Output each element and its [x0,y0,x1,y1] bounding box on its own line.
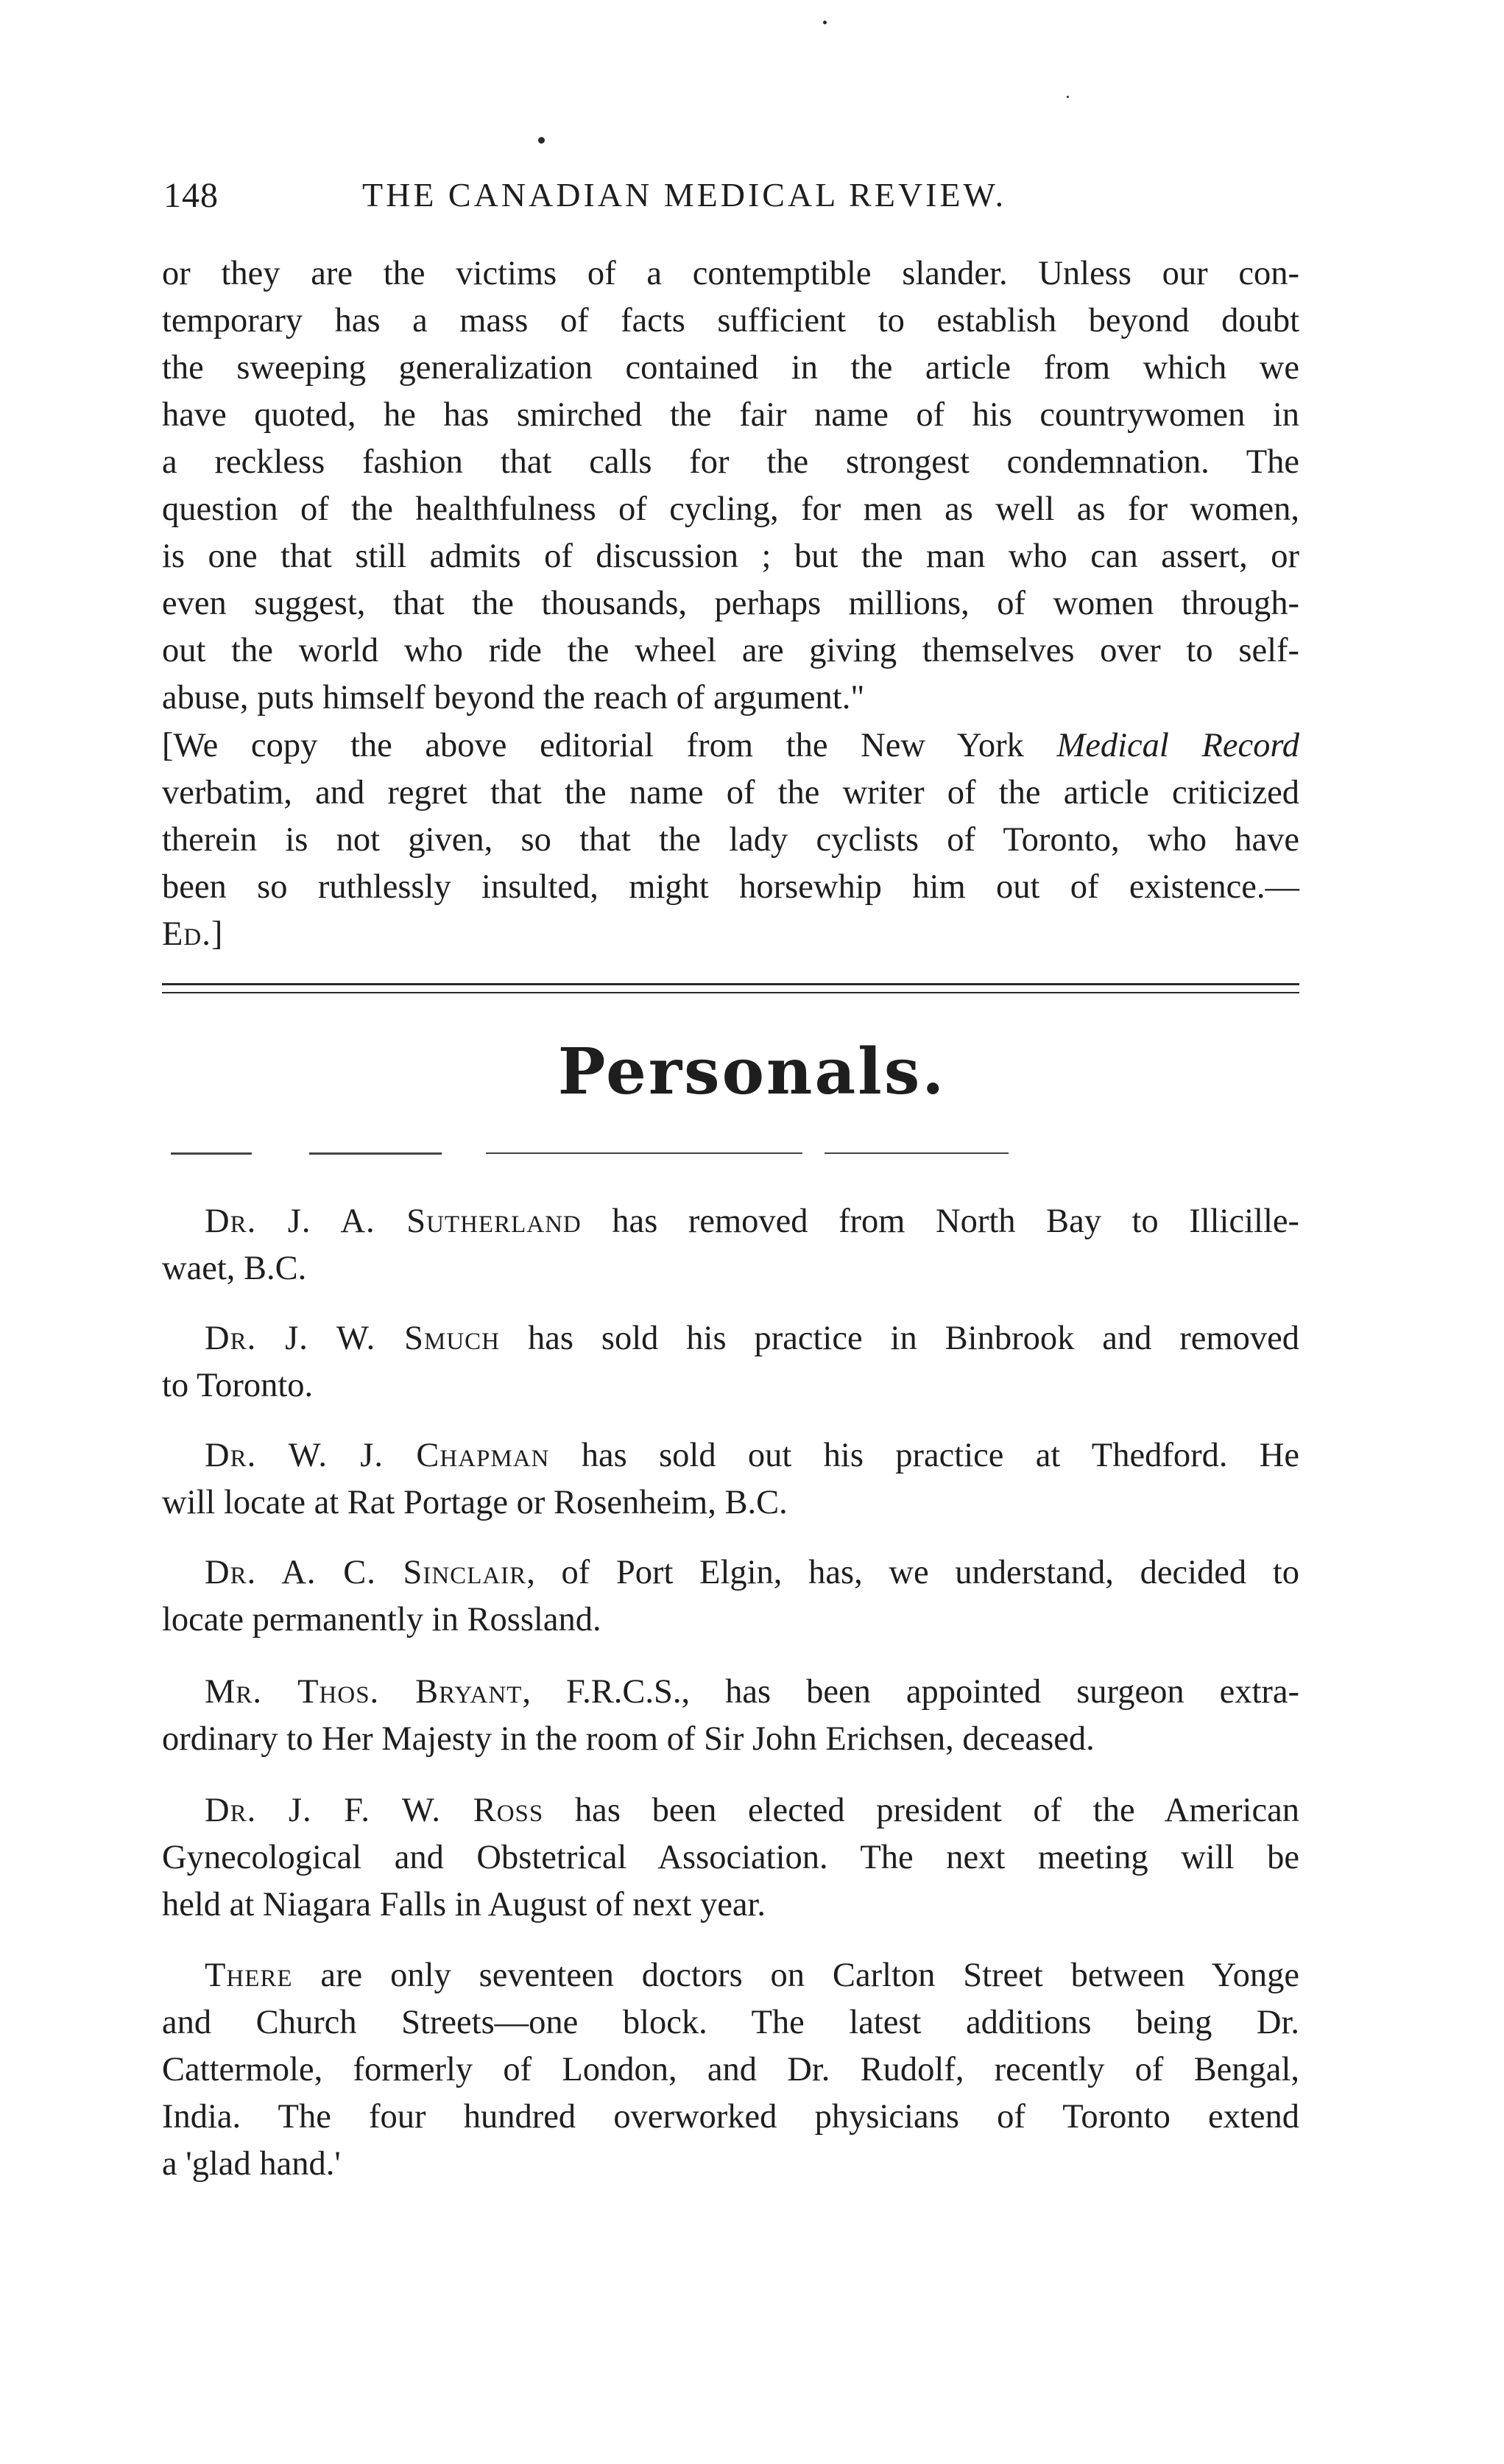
text-line: question of the healthfulness of cycling, for men as well as for women, [162,490,1299,528]
text-line: Dr. J. W. Smuch has sold his practice in Binbrook and removed [205,1320,1299,1357]
text-line: abuse, puts himself beyond the reach of argument." [162,679,865,717]
personal-item [162,1198,1299,1292]
text-line: Cattermole, formerly of London, and Dr. Rudolf, recently of Bengal, [162,2051,1299,2088]
text-line: Dr. J. A. Sutherland has removed from North Bay to Illicille- [205,1203,1299,1240]
section-heading: Personals. [557,1035,947,1109]
heading-underline [825,1152,1009,1154]
text-line: Mr. Thos. Bryant, F.R.C.S., has been appointed surgeon extra- [205,1673,1299,1711]
person-name: Mr. Thos. Bryant [205,1673,523,1711]
text-line: India. The four hundred overworked physicians of Toronto extend [162,2098,1299,2136]
personal-item [162,1669,1299,1763]
person-name: Dr. W. J. Chapman [205,1437,550,1474]
text-line: waet, B.C. [162,1250,307,1287]
text-line: or they are the victims of a contemptible slander. Unless our con- [162,255,1299,292]
text-line: to Toronto. [162,1367,314,1404]
text-line: will locate at Rat Portage or Rosenheim, B.C. [162,1484,788,1521]
ink-speck [1067,96,1069,98]
person-name: Dr. J. W. Smuch [205,1320,501,1357]
editor-note [162,722,1299,958]
text-line: Dr. J. F. W. Ross has been elected president of the American [205,1792,1299,1829]
ink-speck [823,21,827,24]
note-text: [We copy the above editorial from the New York [162,727,1057,764]
personal-item [162,1787,1299,1929]
text-line: out the world who ride the wheel are giving themselves over to self- [162,632,1299,669]
heading-underline [309,1152,442,1155]
text-line: the sweeping generalization contained in the article from which we [162,349,1299,387]
editor-signature: Ed.] [162,915,224,953]
text-line: Dr. W. J. Chapman has sold out his practice at Thedford. He [205,1437,1299,1474]
section-rule-bottom [162,992,1299,993]
heading-underline [171,1152,252,1155]
editorial-text [162,250,1299,722]
text-line: therein is not given, so that the lady cyclists of Toronto, who have [162,821,1299,859]
person-name: Dr. A. C. Sinclair [205,1554,527,1591]
text-line: temporary has a mass of facts sufficient to establish beyond doubt [162,302,1299,339]
running-title: THE CANADIAN MEDICAL REVIEW. [362,176,1007,214]
text-line: There are only seventeen doctors on Carlton Street between Yonge [205,1957,1299,1994]
personal-item [162,1549,1299,1644]
ink-speck [538,137,545,144]
text-line: been so ruthlessly insulted, might horsewhip him out of existence.— [162,868,1299,906]
text-line: is one that still admits of discussion ; but the man who can assert, or [162,538,1299,575]
text-line [162,722,1299,770]
text-line: ordinary to Her Majesty in the room of Sir John Erichsen, deceased. [162,1720,1095,1758]
page-number: 148 [163,176,219,215]
text-line: a 'glad hand.' [162,2145,341,2183]
text-line: even suggest, that the thousands, perhaps millions, of women through- [162,585,1299,622]
person-name: Dr. J. F. W. Ross [205,1792,544,1829]
text-line: locate permanently in Rossland. [162,1601,601,1638]
text-line: and Church Streets—one block. The latest additions being Dr. [162,2004,1299,2041]
section-rule-top [162,983,1299,985]
text-line: a reckless fashion that calls for the strongest condemnation. The [162,443,1299,481]
text-line: have quoted, he has smirched the fair name of his countrywomen in [162,396,1299,434]
lead-word: There [205,1957,293,1994]
personal-item [162,1432,1299,1527]
closing-paragraph [162,1952,1299,2188]
page-header [163,175,1297,219]
heading-underline [486,1152,802,1154]
text-line: Dr. A. C. Sinclair, of Port Elgin, has, we understand, decided to [205,1554,1299,1591]
text-line: Gynecological and Obstetrical Association. The next meeting will be [162,1839,1299,1876]
person-name: Dr. J. A. Sutherland [205,1203,582,1240]
text-line: held at Niagara Falls in August of next year. [162,1886,766,1923]
text-line: verbatim, and regret that the name of the writer of the article criticized [162,774,1299,812]
journal-title: Medical Record [1056,727,1300,764]
personal-item [162,1315,1299,1409]
